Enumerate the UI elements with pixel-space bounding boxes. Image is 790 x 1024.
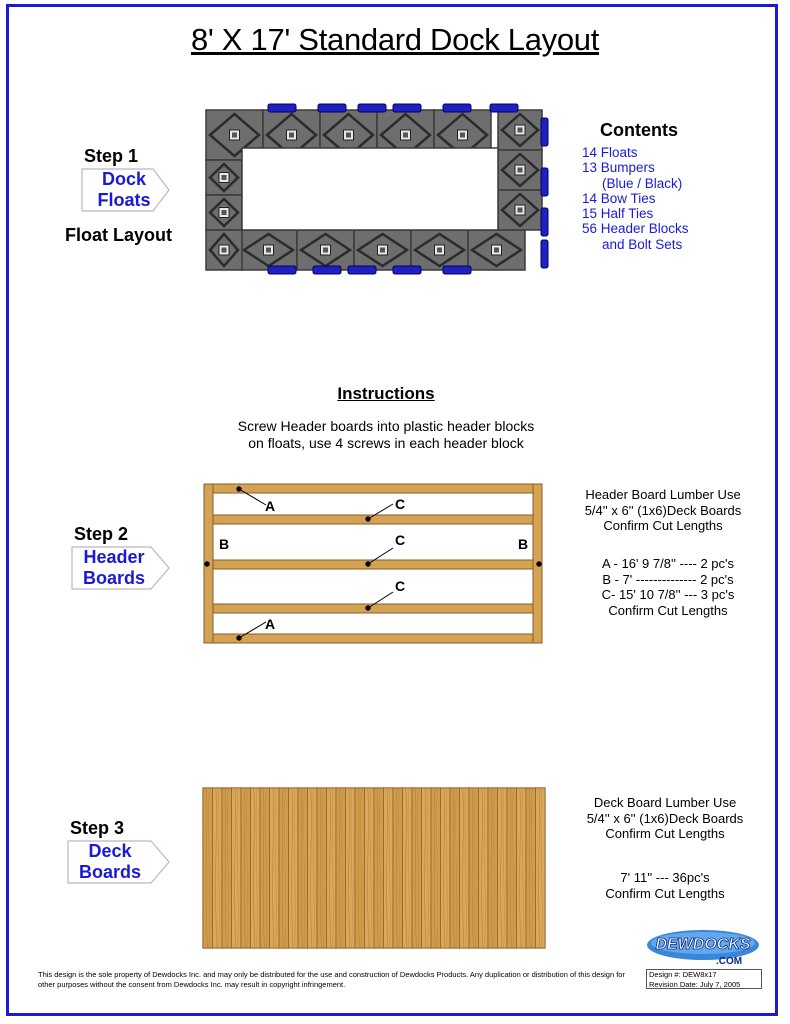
step1-arrow-line2: Floats bbox=[97, 190, 151, 210]
deck-board bbox=[403, 788, 413, 948]
dock-float bbox=[240, 230, 297, 270]
deck-board bbox=[536, 788, 546, 948]
deck-board bbox=[308, 788, 318, 948]
contents-item: 56 Header Blocks bbox=[582, 221, 689, 237]
contents-item: and Bolt Sets bbox=[602, 236, 683, 252]
deck-board bbox=[355, 788, 365, 948]
deck-board bbox=[260, 788, 270, 948]
deck-board bbox=[317, 788, 327, 948]
step2-line: C- 15' 10 7/8'' --- 3 pc's bbox=[601, 587, 735, 602]
instructions-line: on floats, use 4 screws in each header block bbox=[248, 435, 524, 451]
deck-board bbox=[422, 788, 432, 948]
dock-float bbox=[468, 230, 525, 270]
deck-board bbox=[241, 788, 251, 948]
deck-board bbox=[517, 788, 527, 948]
step3-line: Confirm Cut Lengths bbox=[605, 826, 725, 841]
step2-line: Confirm Cut Lengths bbox=[608, 602, 728, 618]
header-board-frame bbox=[204, 484, 542, 643]
dewdocks-logo bbox=[645, 925, 761, 972]
step1-arrow-tag bbox=[81, 168, 171, 212]
step3-line: 5/4'' x 6'' (1x6)Deck Boards bbox=[586, 810, 744, 826]
deck-board bbox=[365, 788, 375, 948]
board-label-a: A bbox=[265, 498, 276, 514]
bumper bbox=[393, 266, 421, 274]
revision-date: Revision Date: July 7, 2005 bbox=[649, 979, 741, 989]
deck-board bbox=[393, 788, 403, 948]
header-boards-diagram bbox=[198, 482, 548, 652]
float-layout-diagram bbox=[198, 100, 550, 275]
float-layout-label: Float Layout bbox=[65, 225, 172, 245]
step2-arrow-line2: Boards bbox=[82, 568, 145, 588]
bumper bbox=[313, 266, 341, 274]
board-label-b: B bbox=[219, 536, 230, 552]
step3-label: Step 3 bbox=[70, 818, 125, 838]
step2-line: 5/4'' x 6'' (1x6)Deck Boards bbox=[584, 502, 742, 518]
step3-arrow-line1: Deck bbox=[88, 841, 132, 861]
step2-arrow-tag bbox=[71, 546, 171, 590]
deck-board bbox=[222, 788, 232, 948]
bumper bbox=[268, 104, 296, 112]
design-number: Design #: DEW8x17 bbox=[649, 970, 717, 979]
bumper bbox=[541, 118, 548, 146]
bumper bbox=[541, 168, 548, 196]
logo-text: DEWDOCKS bbox=[655, 936, 751, 953]
bumper bbox=[268, 266, 296, 274]
dock-float bbox=[206, 160, 242, 195]
logo-sub: .COM bbox=[715, 956, 743, 967]
dock-float bbox=[354, 230, 411, 270]
deck-board bbox=[336, 788, 346, 948]
board-label-c: C bbox=[395, 532, 406, 548]
page-title: 8' X 17' Standard Dock Layout bbox=[190, 22, 600, 57]
contents-item: 13 Bumpers bbox=[582, 160, 655, 176]
deck-board bbox=[279, 788, 289, 948]
deck-board bbox=[450, 788, 460, 948]
deck-board bbox=[412, 788, 422, 948]
deck-board bbox=[374, 788, 384, 948]
dock-float bbox=[498, 110, 542, 150]
bumper bbox=[393, 104, 421, 112]
dock-float bbox=[498, 190, 542, 230]
deck-board bbox=[431, 788, 441, 948]
step1-arrow-line1: Dock bbox=[101, 169, 146, 189]
board-label-a: A bbox=[265, 616, 276, 632]
bumper bbox=[541, 240, 548, 268]
contents-item: 14 Floats bbox=[582, 145, 638, 160]
step2-cut-list bbox=[578, 556, 758, 618]
deck-board bbox=[526, 788, 536, 948]
bumper bbox=[348, 266, 376, 274]
step3-arrow-line2: Boards bbox=[78, 862, 141, 882]
board-label-b: B bbox=[518, 536, 529, 552]
step3-arrow-tag bbox=[67, 840, 171, 884]
step1-label: Step 1 bbox=[84, 146, 139, 166]
deck-board bbox=[298, 788, 308, 948]
bumper bbox=[443, 104, 471, 112]
step3-cut-list bbox=[580, 870, 750, 901]
bumper bbox=[443, 266, 471, 274]
deck-board bbox=[498, 788, 508, 948]
design-info-box bbox=[646, 969, 762, 989]
contents-item: (Blue / Black) bbox=[602, 175, 683, 191]
deck-boards-diagram bbox=[202, 787, 546, 949]
deck-board bbox=[232, 788, 242, 948]
board-label-c: C bbox=[395, 578, 406, 594]
step3-line: Deck Board Lumber Use bbox=[593, 795, 737, 810]
step2-line: Header Board Lumber Use bbox=[585, 487, 741, 502]
dock-float bbox=[206, 230, 242, 270]
step2-label: Step 2 bbox=[74, 524, 129, 544]
step2-line: B - 7' -------------- 2 pc's bbox=[602, 571, 734, 587]
deck-board bbox=[251, 788, 261, 948]
step2-lumber-info bbox=[568, 487, 758, 534]
deck-board bbox=[203, 788, 213, 948]
bumper bbox=[358, 104, 386, 112]
step3-line: Confirm Cut Lengths bbox=[605, 885, 725, 901]
bumper bbox=[541, 208, 548, 236]
step3-line: 7' 11'' --- 36pc's bbox=[620, 870, 710, 885]
step2-line: A - 16' 9 7/8'' ---- 2 pc's bbox=[601, 556, 735, 571]
deck-board bbox=[327, 788, 337, 948]
deck-board bbox=[384, 788, 394, 948]
deck-board bbox=[488, 788, 498, 948]
deck-board bbox=[479, 788, 489, 948]
contents-item: 14 Bow Ties bbox=[582, 190, 656, 206]
dock-float bbox=[498, 150, 542, 190]
instructions-text bbox=[0, 418, 772, 452]
deck-board bbox=[441, 788, 451, 948]
deck-board bbox=[270, 788, 280, 948]
deck-board bbox=[507, 788, 517, 948]
copyright-footer: This design is the sole property of Dewdocks Inc. and may only be distributed for the use and construction of Dewdocks Products. Any duplication or distribution of this design for other purposes without the consent from Dewdocks Inc. may result in copyright infringement. bbox=[38, 970, 625, 989]
dock-float bbox=[297, 230, 354, 270]
deck-board bbox=[346, 788, 356, 948]
step3-lumber-info bbox=[570, 795, 760, 842]
deck-board bbox=[289, 788, 299, 948]
deck-board bbox=[213, 788, 223, 948]
board-label-c: C bbox=[395, 496, 406, 512]
dock-float bbox=[411, 230, 468, 270]
instructions-title: Instructions bbox=[337, 384, 435, 403]
step2-arrow-line1: Header bbox=[83, 547, 145, 567]
bumper bbox=[318, 104, 346, 112]
step2-line: Confirm Cut Lengths bbox=[603, 518, 723, 533]
instructions-line: Screw Header boards into plastic header blocks bbox=[237, 418, 535, 434]
contents-item: 15 Half Ties bbox=[582, 206, 654, 222]
dock-float bbox=[206, 195, 242, 230]
contents-title: Contents bbox=[600, 120, 678, 140]
deck-board bbox=[460, 788, 470, 948]
contents-list bbox=[582, 145, 689, 252]
bumper bbox=[490, 104, 518, 112]
deck-board bbox=[469, 788, 479, 948]
